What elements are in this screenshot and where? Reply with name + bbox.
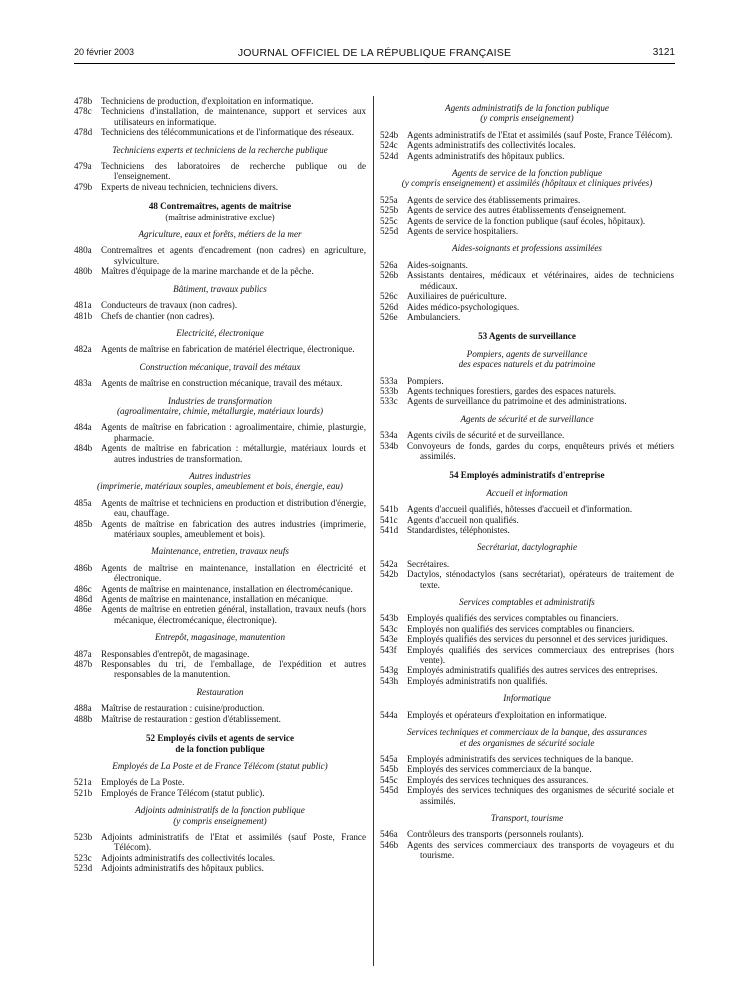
entry-text: Agents administratifs des collectivités locales. [407,140,576,151]
header-rule [74,63,675,64]
entry-523d [74,863,366,873]
entry-code: 483a [74,378,92,389]
entry-code: 545c [380,774,398,785]
entry-488b [74,714,366,724]
entry-text: Agents administratifs de l'Etat et assimilés (sauf Poste, France Télécom). [407,129,673,140]
entry-text: Convoyeurs de fonds, gardes du corps, enquêteurs privés et métiers assimilés. [407,440,674,461]
entry-code: 484b [74,443,93,454]
entry-text: Agents de maîtrise en fabrication : métallurgie, matériaux lourds et autres industries de transformation. [101,443,366,464]
entry-543h [380,676,674,686]
entry-code: 478c [74,106,92,117]
entry-text: Agents de maîtrise en fabrication : agroalimentaire, chimie, plasturgie, pharmacie. [101,422,366,443]
entry-478c [74,106,366,127]
entry-code: 521b [74,787,93,798]
heading-line: (imprimerie, matériaux souples, ameublement et bois, énergie, eau) [97,481,343,492]
entry-542b [380,569,674,590]
subsection-heading [380,542,674,552]
entry-543b [380,613,674,623]
entry-543c [380,624,674,634]
entry-487b [74,659,366,680]
entry-code: 533a [380,375,398,386]
entry-text: Agents de maîtrise en entretien général, installation, travaux neufs (hors mécanique, électromécanique, électronique). [101,604,366,625]
left-column [74,96,366,874]
entry-text: Agents de service hospitaliers. [407,226,519,237]
entry-code: 545d [380,785,399,796]
entry-525c [380,216,674,226]
entry-text: Employés qualifiés des services comptables ou financiers. [407,613,619,624]
journal-title: JOURNAL OFFICIEL DE LA RÉPUBLIQUE FRANÇAISE [237,47,512,59]
entry-534a [380,430,674,440]
entry-code: 534b [380,440,399,451]
heading-line: Adjoints administratifs de la fonction publique [135,805,305,816]
entry-code: 541d [380,525,399,535]
entry-478d [74,127,366,137]
entry-545b [380,764,674,774]
entry-543f [380,645,674,666]
entry-488a [74,703,366,713]
entry-code: 521a [74,777,92,788]
entry-code: 541c [380,514,398,525]
entry-485a [74,498,366,519]
entry-text: Aides-soignants. [407,259,468,270]
entry-text: Agents civils de sécurité et de surveillance. [407,430,565,441]
entry-523c [74,853,366,863]
entry-525b [380,205,674,215]
entry-code: 481b [74,310,93,321]
heading-line: Secrétariat, dactylographie [476,542,577,553]
heading-line: Pompiers, agents de surveillance [466,348,588,359]
subsection-heading [380,349,674,370]
entry-text: Maîtrise de restauration : gestion d'établissement. [101,713,281,724]
entry-code: 533b [380,385,399,396]
entry-code: 543e [380,634,398,645]
entry-text: Ambulanciers. [407,311,461,322]
entry-code: 534a [380,430,398,441]
entry-541c [380,515,674,525]
entry-code: 487a [74,648,92,659]
entry-485b [74,519,366,540]
heading-line: Transport, tourisme [490,812,564,823]
entry-text: Agents de service des établissements primaires. [407,194,581,205]
entry-text: Agents des services commerciaux des transports de voyageurs et du tourisme. [407,839,674,861]
entry-523b [74,832,366,853]
heading-line: Entrepôt, magasinage, manutention [155,632,285,643]
entry-533a [380,376,674,386]
entry-480a [74,245,366,266]
entry-545c [380,775,674,785]
entry-code: 486e [74,604,92,615]
entry-481b [74,311,366,321]
entry-code: 485a [74,497,92,508]
entry-code: 488b [74,713,93,724]
entry-code: 524d [380,150,399,161]
entry-text: Employés administratifs qualifiés des autres services des entreprises. [407,665,658,676]
heading-line: Services comptables et administratifs [459,597,595,608]
entry-text: Employés de France Télécom (statut public). [101,787,265,798]
subsection-heading [380,168,674,189]
page-header [74,47,675,61]
entry-code: 478d [74,127,93,138]
entry-code: 533c [380,396,398,407]
entry-text: Techniciens des télécommunications et de l'informatique des réseaux. [101,127,355,138]
entry-479a [74,161,366,182]
entry-text: Techniciens d'installation, de maintenance, support et services aux utilisateurs en informatique. [101,106,366,127]
entry-code: 486d [74,594,93,605]
column-divider [373,96,374,966]
subsection-heading [74,632,366,642]
section-title [380,331,674,341]
entry-526b [380,270,674,291]
heading-line: Aides-soignants et professions assimilées [452,243,602,254]
entry-code: 546a [380,829,398,840]
entry-481a [74,300,366,310]
entry-code: 541b [380,504,399,515]
subsection-heading [74,145,366,155]
subsection-heading [380,727,674,748]
entry-code: 526e [380,311,398,322]
heading-line: Autres industries [189,470,251,481]
entry-code: 485b [74,518,93,529]
entry-code: 526d [380,301,399,312]
entry-526e [380,312,674,322]
entry-text: Standardistes, téléphonistes. [407,525,510,535]
entry-text: Techniciens de production, d'exploitation en informatique. [101,96,314,106]
heading-line: Techniciens experts et techniciens de la recherche publique [112,144,328,155]
entry-text: Agents de surveillance du patrimoine et des administrations. [407,396,627,407]
entry-524b [380,130,674,140]
section-title-line: 48 Contremaîtres, agents de maîtrise [148,201,292,212]
heading-line: des espaces naturels et du patrimoine [458,359,596,370]
entry-text: Responsables du tri, de l'emballage, de l'expédition et autres responsables de la manutention. [101,659,366,680]
entry-code: 543c [380,623,398,634]
entry-text: Agents de maîtrise en maintenance, installation en électromécanique. [101,583,353,594]
heading-line: et des organismes de sécurité sociale [459,737,595,748]
entry-code: 544a [380,709,398,720]
entry-533b [380,386,674,396]
entry-code: 545a [380,753,398,764]
heading-line: Maintenance, entretien, travaux neufs [151,546,289,557]
entry-526a [380,260,674,270]
heading-line: Bâtiment, travaux publics [173,283,267,294]
entry-code: 543g [380,665,399,676]
entry-543g [380,665,674,675]
heading-line: Services techniques et commerciaux de la banque, des assurances [407,727,647,738]
entry-486b [74,563,366,584]
entry-542a [380,559,674,569]
entry-code: 482a [74,344,92,355]
entry-534b [380,441,674,462]
subsection-heading [380,597,674,607]
entry-text: Contrôleurs des transports (personnels roulants). [407,829,584,840]
entry-code: 542b [380,569,399,580]
subsection-heading [380,693,674,703]
section-title-line: 53 Agents de surveillance [478,331,576,342]
entry-text: Aides médico-psychologiques. [407,301,520,312]
entry-543e [380,634,674,644]
subsection-heading [74,396,366,417]
entry-text: Employés qualifiés des services du personnel et des services juridiques. [407,634,668,645]
entry-text: Contremaîtres et agents d'encadrement (non cadres) en agriculture, sylviculture. [101,245,366,266]
entry-text: Employés qualifiés des services commerciaux des entreprises (hors vente). [407,644,674,666]
entry-text: Agents de maîtrise en fabrication des autres industries (imprimerie, matériaux souples, ameublement et bois). [101,518,366,539]
entry-525a [380,195,674,205]
entry-code: 484a [74,422,92,433]
entry-487a [74,649,366,659]
entry-text: Techniciens des laboratoires de recherche publique ou de l'enseignement. [101,161,366,182]
entry-486c [74,584,366,594]
section-title [74,201,366,222]
entry-code: 523b [74,831,93,842]
entry-text: Employés des services commerciaux de la banque. [407,764,592,775]
heading-line: (agroalimentaire, chimie, métallurgie, matériaux lourds) [116,405,323,416]
entry-text: Auxiliaires de puériculture. [407,291,507,302]
entry-text: Conducteurs de travaux (non cadres). [101,300,238,311]
entry-text: Responsables d'entrepôt, de magasinage. [101,648,250,659]
subsection-heading [380,488,674,498]
heading-line: Agents de sécurité et de surveillance [460,413,594,424]
entry-text: Employés administratifs non qualifiés. [407,675,548,686]
entry-code: 546b [380,839,399,850]
subsection-heading [74,328,366,338]
entry-text: Agents de service des autres établissements d'enseignement. [407,205,627,216]
entry-code: 543f [380,644,397,655]
entry-text: Agents d'accueil non qualifiés. [407,514,519,525]
entry-526d [380,302,674,312]
entry-code: 478b [74,96,93,106]
entry-545d [380,785,674,806]
entry-478b [74,96,366,106]
entry-545a [380,754,674,764]
entry-code: 480b [74,266,93,277]
entry-text: Employés des services techniques des assurances. [407,774,589,785]
heading-line: (y compris enseignement) et assimilés (hôpitaux et cliniques privées) [401,178,653,189]
heading-line: Electricité, électronique [176,327,264,338]
entry-544a [380,710,674,720]
entry-541d [380,525,674,535]
entry-text: Employés administratifs des services techniques de la banque. [407,753,634,764]
heading-line: Agriculture, eaux et forêts, métiers de la mer [138,229,302,240]
entry-546b [380,840,674,861]
entry-code: 479b [74,181,93,192]
entry-text: Assistants dentaires, médicaux et vétérinaires, aides de techniciens médicaux. [407,270,674,291]
subsection-heading [380,243,674,253]
entry-code: 526a [380,259,398,270]
entry-text: Maîtrise de restauration : cuisine/production. [101,703,265,714]
page-number: 3121 [652,47,675,58]
entry-483a [74,378,366,388]
entry-code: 545b [380,764,399,775]
entry-code: 488a [74,703,92,714]
entry-code: 524c [380,140,398,151]
entry-code: 543h [380,675,399,686]
subsection-heading [74,546,366,556]
subsection-heading [74,471,366,492]
section-title-line: 52 Employés civils et agents de service [146,733,294,744]
section-title [74,733,366,754]
entry-486d [74,594,366,604]
heading-line: (y compris enseignement) [173,815,267,826]
entry-text: Agents de maîtrise et techniciens en production et distribution d'énergie, eau, chauffage. [101,497,366,519]
entry-546a [380,829,674,839]
subsection-heading [380,414,674,424]
entry-524d [380,151,674,161]
entry-code: 523d [74,863,93,874]
header-date: 20 février 2003 [74,47,135,57]
entry-code: 525c [380,215,398,226]
entry-text: Agents de maîtrise en maintenance, installation en électricité et électronique. [101,562,366,584]
entry-text: Employés de La Poste. [101,777,185,788]
entry-479b [74,182,366,192]
entry-text: Adjoints administratifs des collectivités locales. [101,852,276,863]
subsection-heading [74,229,366,239]
subsection-heading [380,103,674,124]
entry-text: Chefs de chantier (non cadres). [101,310,215,321]
entry-526c [380,291,674,301]
entry-521b [74,788,366,798]
entry-text: Employés et opérateurs d'exploitation en informatique. [407,709,607,720]
entry-533c [380,396,674,406]
entry-text: Dactylos, sténodactylos (sans secrétariat), opérateurs de traitement de texte. [407,569,674,590]
subsection-heading [74,761,366,771]
entry-code: 481a [74,300,92,311]
entry-code: 480a [74,245,92,256]
heading-line: Informatique [503,693,551,704]
entry-486e [74,604,366,625]
heading-line: Restauration [196,686,244,697]
entry-text: Employés des services techniques des organismes de sécurité sociale et assimilés. [407,785,674,806]
heading-line: Accueil et information [486,487,568,498]
entry-code: 487b [74,659,93,670]
entry-text: Employés non qualifiés des services comptables ou financiers. [407,623,635,634]
section-title-line: 54 Employés administratifs d'entreprise [449,470,605,481]
entry-484a [74,422,366,443]
entry-code: 525b [380,205,399,216]
entry-code: 486b [74,562,93,573]
section-title [380,470,674,480]
entry-code: 523c [74,852,92,863]
subsection-heading [380,813,674,823]
heading-line: Agents administratifs de la fonction publique [445,103,609,113]
heading-line: (y compris enseignement) [480,113,574,124]
entry-text: Agents de maîtrise en construction mécanique, travail des métaux. [101,378,343,389]
section-title-line: de la fonction publique [175,743,265,754]
entry-code: 543b [380,613,399,624]
heading-line: Agents de service de la fonction publique [451,168,602,179]
entry-code: 479a [74,161,92,172]
subsection-heading [74,687,366,697]
right-column [380,96,674,861]
entry-text: Adjoints administratifs des hôpitaux publics. [101,863,264,874]
entry-code: 526c [380,291,398,302]
entry-text: Adjoints administratifs de l'Etat et assimilés (sauf Poste, France Télécom). [101,831,366,853]
entry-524c [380,140,674,150]
entry-text: Agents d'accueil qualifiés, hôtesses d'accueil et d'information. [407,504,633,515]
entry-code: 525a [380,194,398,205]
entry-521a [74,777,366,787]
subsection-heading [74,805,366,826]
entry-text: Secrétaires. [407,558,450,569]
entry-480b [74,266,366,276]
entry-code: 542a [380,558,398,569]
entry-text: Agents de service de la fonction publique (sauf écoles, hôpitaux). [407,215,646,226]
entry-484b [74,443,366,464]
entry-code: 486c [74,583,92,594]
entry-code: 525d [380,226,399,237]
entry-code: 526b [380,270,399,281]
entry-text: Experts de niveau technicien, techniciens divers. [101,181,279,192]
subsection-heading [74,284,366,294]
entry-text: Agents techniques forestiers, gardes des espaces naturels. [407,385,617,396]
entry-482a [74,344,366,354]
entry-code: 524b [380,129,399,140]
entry-text: Pompiers. [407,375,444,386]
heading-line: Industries de transformation [167,395,273,406]
entry-text: Agents de maîtrise en maintenance, installation en mécanique. [101,594,329,605]
entry-525d [380,226,674,236]
entry-text: Maîtres d'équipage de la marine marchande et de la pêche. [101,266,314,277]
entry-text: Agents de maîtrise en fabrication de matériel électrique, électronique. [101,344,355,355]
section-title-line: (maîtrise administrative exclue) [165,211,275,222]
heading-line: Employés de La Poste et de France Télécom (statut public) [112,760,328,771]
subsection-heading [74,362,366,372]
heading-line: Construction mécanique, travail des métaux [139,361,301,372]
entry-text: Agents administratifs des hôpitaux publics. [407,150,565,161]
entry-541b [380,504,674,514]
